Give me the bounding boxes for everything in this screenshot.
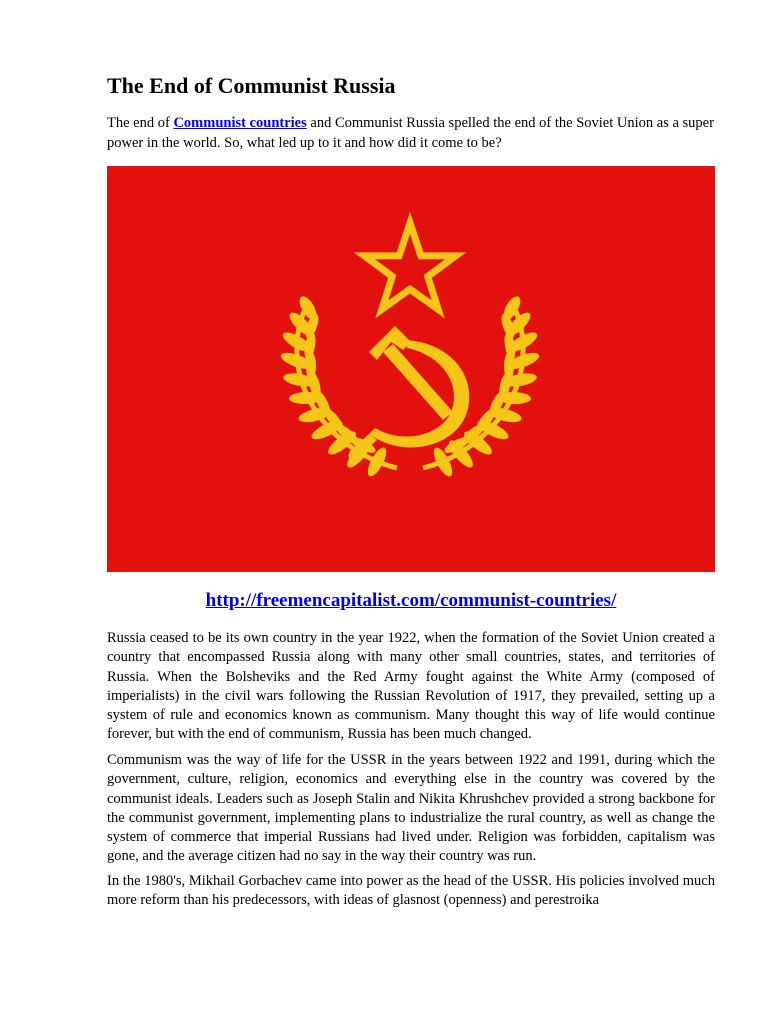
body-paragraph: In the 1980's, Mikhail Gorbachev came into power as the head of the USSR. His policies involved much more reform than his predecessors, with ideas of glasnost (openness) and perestroika: [107, 873, 715, 909]
intro-text-before: The end of: [107, 115, 174, 131]
right-wreath-icon: [423, 294, 541, 479]
page-title: The End of Communist Russia: [107, 73, 396, 98]
star-icon: [364, 223, 455, 309]
soviet-flag-image: [107, 166, 715, 572]
communist-countries-link[interactable]: Communist countries: [173, 115, 307, 131]
body-paragraph: Communism was the way of life for the USSR in the years between 1922 and 1991, during which the government, culture, religion, economics and everything else in the country was covered by the communist ideals. Leaders such as Joseph Stalin and Nikita Khrushchev provided a strong backbone for the communist government, implementing plans to industrialize the rural country, as well as change the system of commerce that imperial Russians had lived under. Religion was forbidden, capitalism was gone, and the average citizen had no say in the way their country was run.: [107, 752, 715, 865]
left-wreath-icon: [279, 294, 397, 479]
hammer-and-sickle-icon: [349, 326, 470, 460]
source-url-line: [107, 589, 715, 613]
source-url-link[interactable]: http://freemencapitalist.com/communist-countries/: [205, 590, 617, 611]
intro-text-after: and Communist Russia spelled the end of the Soviet Union as a super power in the world. So, what led up to it and how did it come to be?: [107, 115, 714, 151]
intro-paragraph: [107, 113, 715, 153]
body-paragraph: Russia ceased to be its own country in the year 1922, when the formation of the Soviet Union created a country that encompassed Russia along with many other small countries, states, and territories of Russia. When the Bolsheviks and the Red Army fought against the White Army (composed of imperialists) in the civil wars following the Russian Revolution of 1917, they prevailed, setting up a system of rule and economics known as communism. Many thought this way of life would continue forever, but with the end of communism, Russia has been much changed.: [107, 630, 715, 743]
flag-emblem: [107, 166, 715, 572]
